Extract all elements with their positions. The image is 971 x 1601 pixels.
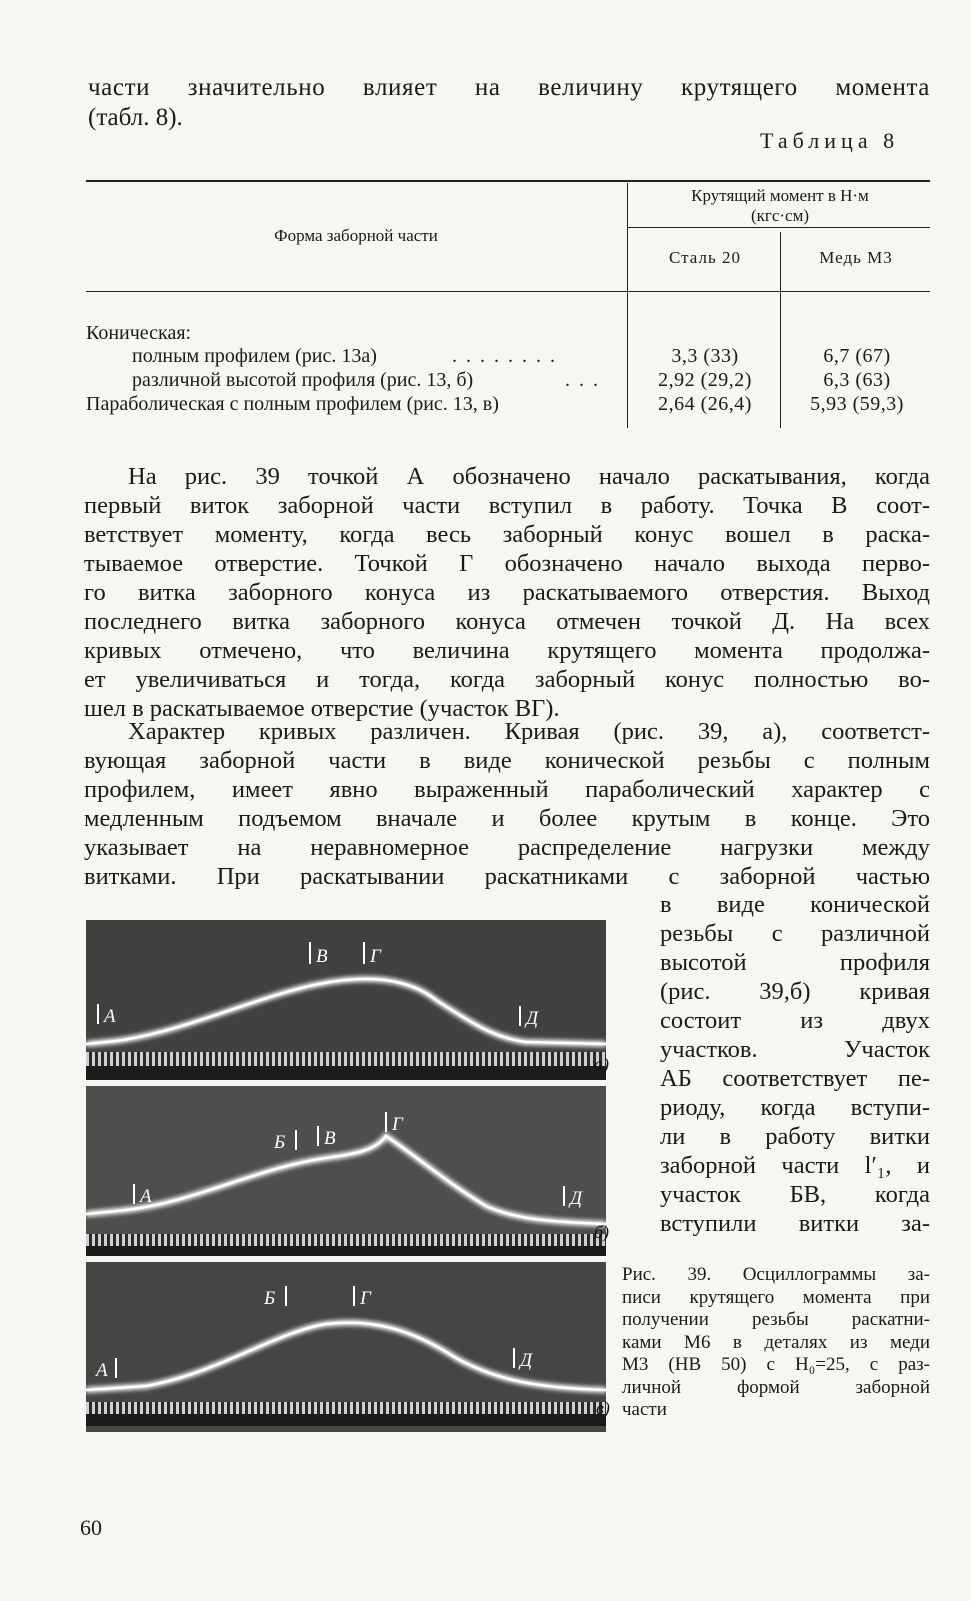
panel-tag: в): [596, 1398, 610, 1418]
header-line: (кгс·см): [750, 206, 810, 225]
table-cell-steel: 2,92 (29,2): [658, 369, 752, 391]
oscillogram-panel-a: [86, 920, 626, 1080]
text-line: вующая заборной части в виде конической резьбы с полным: [84, 747, 930, 774]
table-rule-top: [86, 180, 930, 182]
text-line: указывает на неравномерное распределение нагрузки между: [84, 834, 930, 861]
table-cell-steel: 2,64 (26,4): [658, 393, 752, 415]
table-caption: Таблица 8: [760, 128, 900, 153]
oscillogram-panel-c: [86, 1262, 626, 1437]
point-label-b: Б: [264, 1288, 276, 1309]
text-line: ет увеличиваться и тогда, когда заборный конус полностью во-: [84, 666, 930, 693]
text-line: (табл. 8).: [88, 104, 183, 131]
text-line: АБ соответствует пе-: [660, 1065, 930, 1092]
caption-line: получении резьбы раскатни-: [622, 1309, 930, 1330]
point-label-a: А: [104, 1006, 116, 1027]
table-col-divider: [780, 232, 781, 428]
table-row-label: различной высотой профиля (рис. 13, б): [132, 369, 474, 391]
text-line: ли в работу витки: [660, 1123, 930, 1150]
table-cell-steel: 3,3 (33): [671, 345, 739, 367]
text-line: участок БВ, когда: [660, 1181, 930, 1208]
caption-line: писи крутящего момента при: [622, 1286, 930, 1308]
point-label-a: А: [140, 1186, 152, 1207]
table-header-form: Форма заборной части: [274, 226, 438, 245]
point-label-b: Б: [274, 1132, 286, 1153]
text-line: риоду, когда вступи-: [660, 1094, 930, 1121]
point-label-d: Д: [570, 1188, 583, 1209]
table-row-leader: . . . . . . . .: [452, 345, 557, 367]
table-cell-copper: 6,7 (67): [823, 345, 891, 367]
table-row-leader: . . .: [565, 369, 600, 391]
text-line: кривых отмечено, что величина крутящего момента продолжа-: [84, 637, 930, 664]
page-number: 60: [80, 1515, 102, 1540]
panel-tag: б): [594, 1222, 610, 1242]
text-line: заборной части l′₁, и: [660, 1152, 930, 1179]
text-line: ветствует моменту, когда весь заборный конус вошел в раска-: [84, 521, 930, 548]
paragraph-1: [84, 462, 930, 723]
table-rule-header: [86, 291, 930, 292]
point-label-g: Г: [392, 1114, 403, 1135]
caption-line: Рис. 39. Осциллограммы за-: [622, 1264, 930, 1285]
text-line: высотой профиля: [660, 949, 930, 976]
text-line: части значительно влияет на величину крутящего момента: [88, 74, 930, 101]
figure-caption: [622, 1264, 930, 1422]
table-row-label: полным профилем (рис. 13а): [132, 345, 377, 367]
text-line: витками. При раскатывании раскатниками с заборной частью: [84, 863, 930, 890]
caption-line: М3 (НВ 50) с H₀=25, с раз-: [622, 1354, 930, 1375]
caption-line: части: [622, 1399, 667, 1420]
oscillogram-image: [86, 920, 626, 1080]
text-line: состоит из двух: [660, 1007, 930, 1034]
table-cell-copper: 5,93 (59,3): [810, 393, 904, 415]
text-line: тываемое отверстие. Точкой Г обозначено начало выхода перво-: [84, 550, 930, 577]
text-line: резьбы с различной: [660, 920, 930, 947]
point-label-g: Г: [360, 1288, 371, 1309]
point-label-g: Г: [370, 946, 381, 967]
text-line: На рис. 39 точкой А обозначено начало раскатывания, когда: [128, 463, 930, 490]
text-line: участков. Участок: [660, 1036, 930, 1063]
oscillogram-figure: [86, 920, 626, 1440]
text-line: шел в раскатываемое отверстие (участок ВГ).: [84, 695, 560, 722]
caption-line: личной формой заборной: [622, 1376, 930, 1398]
text-line: вступили витки за-: [660, 1210, 930, 1237]
point-label-v: В: [316, 946, 328, 967]
paragraph-2: [84, 717, 930, 891]
point-label-a: А: [96, 1360, 108, 1381]
text-line: (рис. 39,б) кривая: [660, 978, 930, 1005]
text-line: первый виток заборной части вступил в работу. Точка В соот-: [84, 492, 930, 519]
text-line: профилем, имеет явно выраженный параболический характер с: [84, 776, 930, 803]
oscillogram-image: [86, 1086, 626, 1256]
table-row-label: Параболическая с полным профилем (рис. 13, в): [86, 393, 499, 415]
panel-tag: а): [594, 1054, 609, 1074]
text-line: го витка заборного конуса из раскатываемого отверстия. Выход: [84, 579, 930, 606]
oscillogram-image: [86, 1262, 626, 1437]
text-line: медленным подъемом вначале и более крутым в конце. Это: [84, 805, 930, 832]
table-header-steel: Сталь 20: [669, 248, 741, 267]
table-header-torque: [630, 186, 930, 226]
point-label-d: Д: [520, 1350, 533, 1371]
text-line: Характер кривых различен. Кривая (рис. 39, а), соответст-: [128, 718, 930, 745]
side-text: [660, 890, 930, 1238]
table-subheader-rule: [628, 227, 930, 228]
point-label-d: Д: [526, 1008, 539, 1029]
oscillogram-panel-b: [86, 1086, 626, 1256]
text-line: последнего витка заборного конуса отмечен точкой Д. На всех: [84, 608, 930, 635]
header-line: Крутящий момент в Н·м: [691, 186, 869, 205]
table-cell-copper: 6,3 (63): [823, 369, 891, 391]
table-header-copper: Медь М3: [819, 248, 893, 267]
point-label-v: В: [324, 1128, 336, 1149]
table-group-label: Коническая:: [86, 322, 192, 344]
text-line: в виде конической: [660, 891, 930, 918]
caption-line: ками М6 в деталях из меди: [622, 1331, 930, 1353]
table-col-divider: [627, 183, 628, 428]
